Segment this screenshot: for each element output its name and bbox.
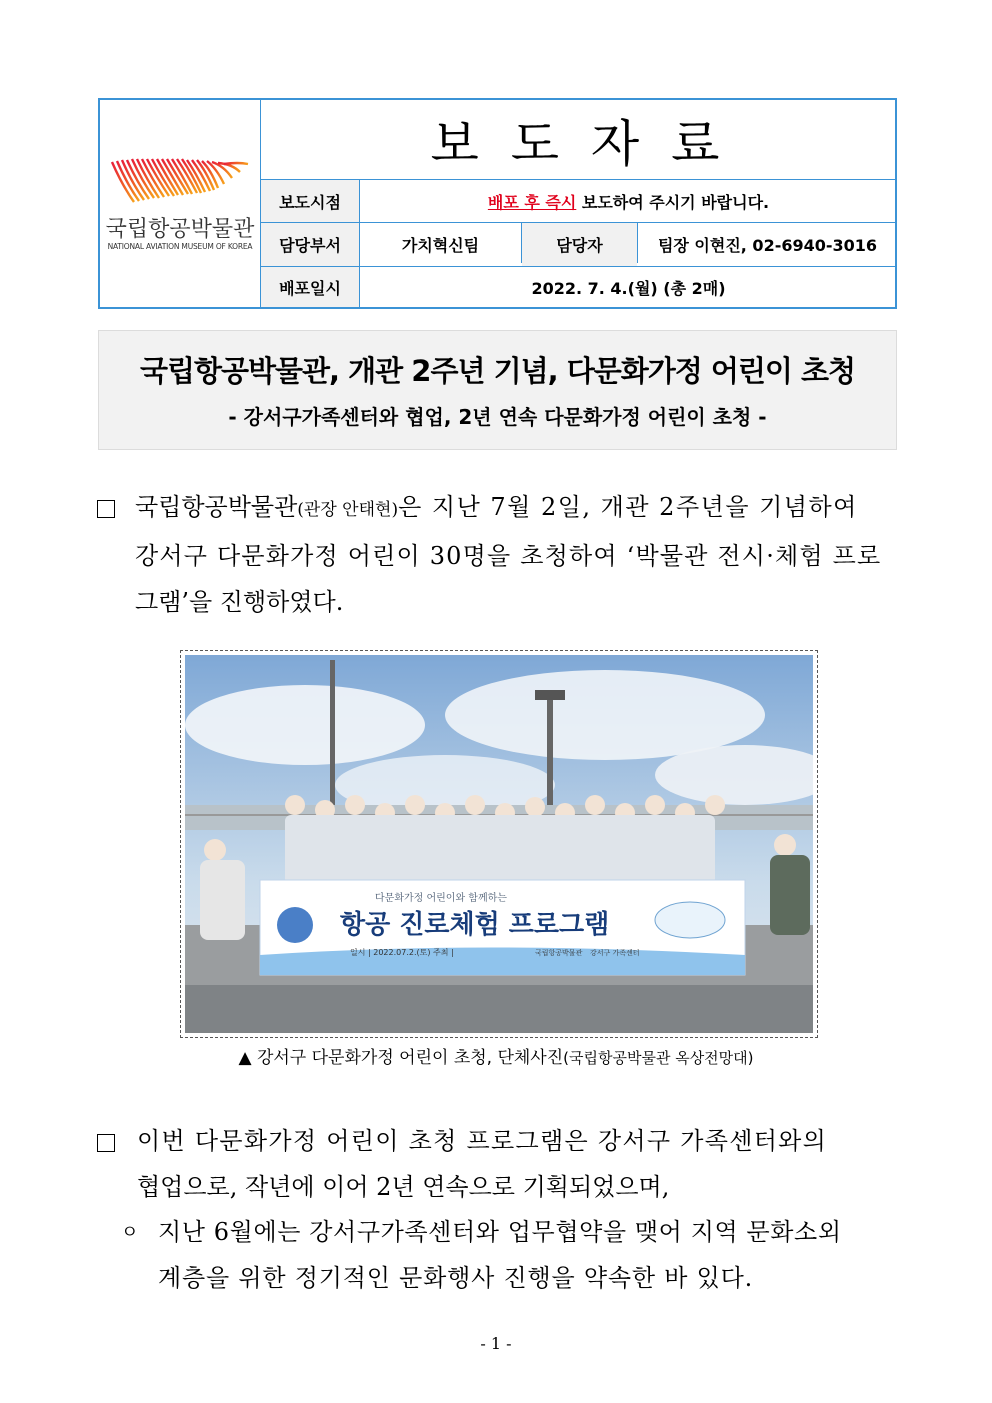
banner-small-text: 다문화가정 어린이와 함께하는: [375, 893, 507, 904]
museum-logo: [100, 100, 260, 307]
banner-org-museum: 국립항공박물관: [535, 949, 583, 957]
paragraph-1-line-1: [135, 484, 897, 533]
press-release-title: 보 도 자 료: [430, 114, 728, 173]
paragraph-2: [137, 1118, 897, 1210]
release-date-label: 배포일시: [261, 267, 359, 307]
contact-value: 팀장 이현진, 02-6940-3016: [657, 236, 878, 255]
paragraph-1-text-a: 은 지난 7월 2일, 개관 2주년을 기념하여: [398, 493, 858, 521]
headline-box: [98, 330, 897, 450]
paragraph-3-line-2: 계층을 위한 정기적인 문화행사 진행을 약속한 바 있다.: [158, 1264, 754, 1292]
release-time-value: [360, 180, 897, 222]
museum-name: 국립항공박물관: [135, 493, 298, 521]
paragraph-2-line-2: 협업으로, 작년에 이어 2년 연속으로 기획되었으며,: [137, 1173, 670, 1201]
banner-big-text: 항공 진로체험 프로그램: [340, 910, 610, 940]
banner-org-center: 강서구 가족센터: [590, 949, 640, 957]
banner-date-text: 일시 | 2022.07.2.(토) 주최 |: [350, 948, 454, 957]
paragraph-2-line-1: 이번 다문화가정 어린이 초청 프로그램은 강서구 가족센터와의: [137, 1127, 828, 1155]
release-time-highlight: 배포 후 즉시: [487, 192, 577, 212]
logo-korean-name: 국립항공박물관: [105, 217, 255, 242]
paragraph-1-line-2: 강서구 다문화가정 어린이 30명을 초청하여 ‘박물관 전시·체험 프로: [135, 542, 882, 570]
logo-english-name: NATIONAL AVIATION MUSEUM OF KOREA: [107, 242, 253, 251]
paragraph-1-line-3: 그램’을 진행하였다.: [135, 588, 344, 616]
release-date-value: 2022. 7. 4.(월) (총 2매): [531, 278, 726, 298]
paragraph-1: [135, 484, 897, 625]
department-value: 가치혁신팀: [401, 236, 480, 255]
checkbox-bullet-icon: [97, 500, 115, 518]
headline-title: 국립항공박물관, 개관 2주년 기념, 다문화가정 어린이 초청: [139, 354, 856, 388]
department-label: 담당부서: [261, 223, 359, 266]
contact-label: 담당자: [522, 223, 637, 266]
photo-caption: [0, 1043, 992, 1068]
press-release-header: [98, 98, 897, 309]
headline-subtitle: - 강서구가족센터와 협업, 2년 연속 다문화가정 어린이 초청 -: [228, 405, 767, 429]
paragraph-3-bullet: ㅇ: [121, 1222, 139, 1243]
museum-logo-mark: [100, 100, 260, 307]
checkbox-bullet-icon: [97, 1134, 115, 1152]
release-time-label: 보도시점: [261, 180, 359, 222]
group-photo: [185, 655, 813, 1033]
photo-caption-main: ▲ 강서구 다문화가정 어린이 초청, 단체사진: [238, 1048, 564, 1068]
paragraph-3: [158, 1209, 898, 1301]
paragraph-3-line-1: 지난 6월에는 강서구가족센터와 업무협약을 맺어 지역 문화소외: [158, 1218, 842, 1246]
director-note: (관장 안태현): [297, 500, 399, 520]
group-photo-frame: [180, 650, 818, 1038]
page-number: - 1 -: [480, 1334, 512, 1353]
photo-caption-location: (국립항공박물관 옥상전망대): [563, 1049, 754, 1067]
release-time-rest: 보도하여 주시기 바랍니다.: [576, 192, 770, 212]
